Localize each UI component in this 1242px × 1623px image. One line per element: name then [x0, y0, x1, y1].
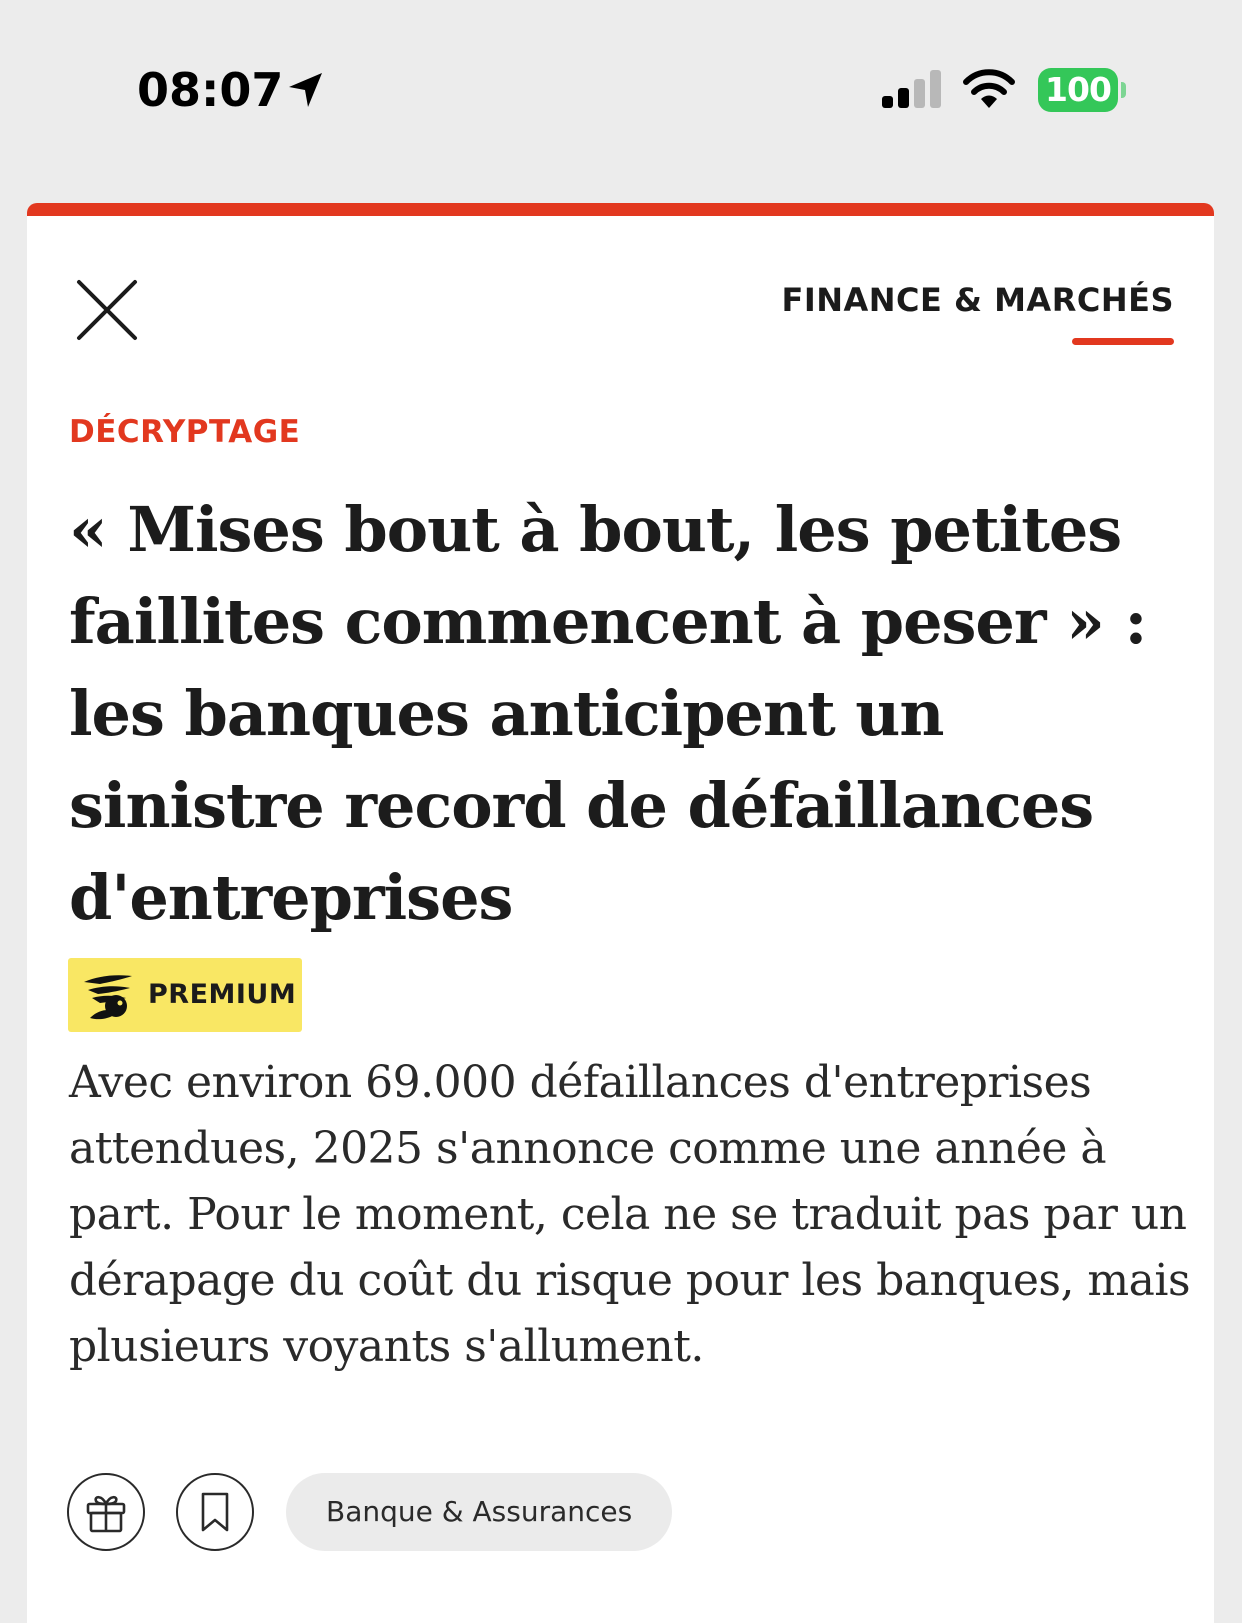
premium-logo-icon — [80, 968, 136, 1022]
premium-label: PREMIUM — [148, 979, 297, 1010]
action-row — [67, 1473, 1187, 1555]
article-card — [27, 203, 1214, 1623]
status-time: 08:07 — [137, 63, 284, 117]
bookmark-icon — [198, 1491, 232, 1533]
article-summary: Avec environ 69.000 défaillances d'entreprises attendues, 2025 s'annonce comme une année à part. Pour le moment, cela ne se traduit pas par un dérapage du coût du risque pour les banques, mais plusieurs voyants s'allument. — [69, 1057, 1191, 1372]
article-headline: « Mises bout à bout, les petites faillites commencent à peser » : les banques anticipent un sinistre record de défaillances d'entreprises — [69, 493, 1147, 934]
premium-badge — [68, 958, 302, 1032]
status-bar — [0, 0, 1242, 190]
bookmark-button[interactable] — [176, 1473, 254, 1551]
location-arrow-icon — [286, 70, 326, 110]
battery-tip — [1121, 82, 1126, 98]
topic-tag[interactable]: Banque & Assurances — [286, 1473, 672, 1551]
wifi-icon — [962, 68, 1016, 110]
gift-button[interactable] — [67, 1473, 145, 1551]
battery-level: 100 — [1038, 68, 1118, 112]
section-tab[interactable] — [781, 278, 1174, 322]
battery-icon — [1038, 68, 1124, 112]
section-underline — [1072, 338, 1174, 345]
close-button[interactable] — [75, 278, 139, 342]
article-kicker: DÉCRYPTAGE — [69, 414, 301, 450]
cellular-signal-icon — [880, 70, 944, 110]
gift-icon — [84, 1490, 128, 1534]
close-icon — [75, 278, 139, 342]
section-label: FINANCE & MARCHÉS — [781, 281, 1174, 319]
